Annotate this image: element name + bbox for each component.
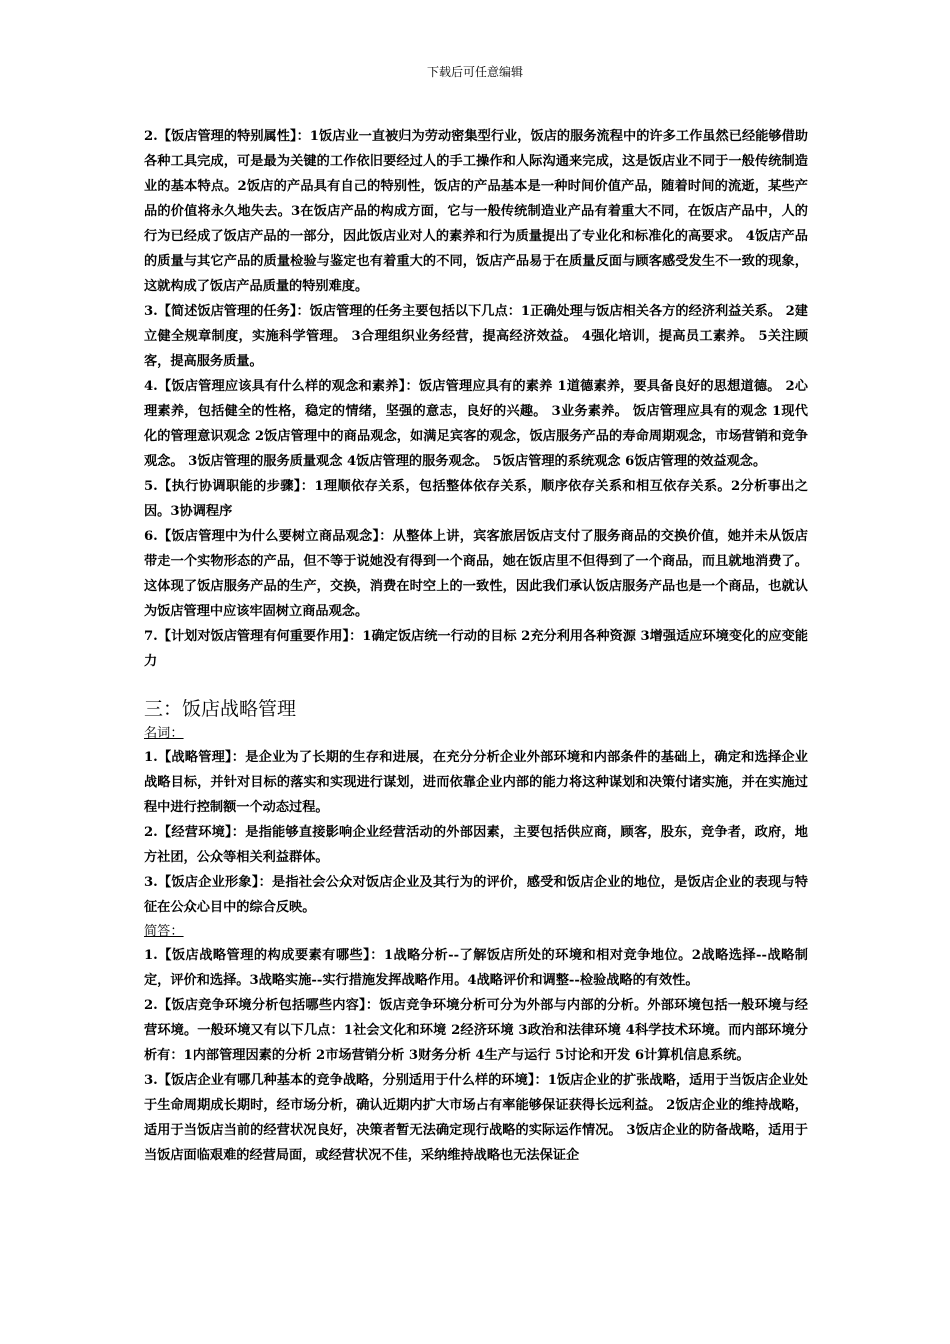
qa-competitive-strategies: 3.【饭店企业有哪几种基本的竞争战略，分别适用于什么样的环境】：1饭店企业的扩张战略，适用于当饭店企业处于生命周期成长期时，经市场分析，确认近期内扩大市场占有率能够保证获得长远利益。 2饭店企业的维持战略，适用于当饭店当前的经营状况良好，决策者暂无法确定现行战略的实际运作情况。 3饭店企业的防备战略，适用于当饭店面临艰难的经营局面，或经营状况不佳，采纳维持战略也无法保证企: [144, 1073, 808, 1163]
paragraph-management-tasks: 3.【简述饭店管理的任务】：饭店管理的任务主要包括以下几点：1正确处理与饭店相关各方的经济利益关系。 2建立健全规章制度，实施科学管理。 3合理组织业务经营，提高经济效益。 4强化培训，提高员工素养。 5关注顾客，提高服务质量。: [144, 304, 808, 369]
terms-label: 名词：: [144, 726, 184, 741]
qa-competitive-environment: 2.【饭店竞争环境分析包括哪些内容】：饭店竞争环境分析可分为外部与内部的分析。外部环境包括一般环境与经营环境。一般环境又有以下几点：1社会文化和环境 2经济环境 3政治和法律环境 4科学技术环境。而内部环境分析有：1内部管理因素的分析 2市场营销分析 3财务分析 4生产与运行 5讨论和开发 6计算机信息系统。: [144, 998, 808, 1063]
paragraph-special-attributes: 2.【饭店管理的特别属性】：1饭店业一直被归为劳动密集型行业，饭店的服务流程中的许多工作虽然已经能够借助各种工具完成，可是最为关键的工作依旧要经过人的手工操作和人际沟通来完成，这是饭店业不同于一般传统制造业的基本特点。2饭店的产品具有自己的特别性，饭店的产品基本是一种时间价值产品，随着时间的流逝，某些产品的价值将永久地失去。3在饭店产品的构成方面，它与一般传统制造业产品有着重大不同，在饭店产品中，人的行为已经成了饭店产品的一部分，因此饭店业对人的素养和行为质量提出了专业化和标准化的高要求。 4饭店产品的质量与其它产品的质量检验与鉴定也有着重大的不同，饭店产品易于在质量反面与顾客感受发生不一致的现象，这就构成了饭店产品质量的特别难度。: [144, 129, 808, 294]
paragraph-planning-role: 7.【计划对饭店管理有何重要作用】：1确定饭店统一行动的目标 2充分利用各种资源 3增强适应环境变化的应变能力: [144, 629, 808, 669]
page-header: 下载后可任意编辑: [426, 65, 523, 79]
section-title-strategy: 三：饭店战略管理: [144, 698, 297, 720]
term-hotel-image: 3.【饭店企业形象】：是指社会公众对饭店企业及其行为的评价，感受和饭店企业的地位，是饭店企业的表现与特征在公众心目中的综合反映。: [144, 875, 808, 915]
paragraph-commodity-concept: 6.【饭店管理中为什么要树立商品观念】：从整体上讲，宾客旅居饭店支付了服务商品的交换价值，她并未从饭店带走一个实物形态的产品，但不等于说她没有得到一个商品，她在饭店里不但得到了一个商品，而且就地消费了。这体现了饭店服务产品的生产，交换，消费在时空上的一致性，因此我们承认饭店服务产品也是一个商品，也就认为饭店管理中应该牢固树立商品观念。: [144, 529, 808, 619]
document-body: [144, 124, 808, 1168]
paragraph-coordination-steps: 5.【执行协调职能的步骤】：1理顺依存关系，包括整体依存关系，顺序依存关系和相互依存关系。2分析事出之因。3协调程序: [144, 479, 808, 519]
qa-label: 简答：: [144, 924, 184, 939]
term-business-environment: 2.【经营环境】：是指能够直接影响企业经营活动的外部因素，主要包括供应商，顾客，股东，竞争者，政府，地方社团，公众等相关利益群体。: [144, 825, 808, 865]
paragraph-concepts-qualities: 4.【饭店管理应该具有什么样的观念和素养】：饭店管理应具有的素养 1道德素养，要具备良好的思想道德。 2心理素养，包括健全的性格，稳定的情绪，坚强的意志，良好的兴趣。 3业务素养。 饭店管理应具有的观念 1现代化的管理意识观念 2饭店管理中的商品观念，如满足宾客的观念，饭店服务产品的寿命周期观念，市场营销和竞争观念。 3饭店管理的服务质量观念 4饭店管理的服务观念。 5饭店管理的系统观念 6饭店管理的效益观念。: [144, 379, 808, 469]
term-strategic-management: 1.【战略管理】：是企业为了长期的生存和进展，在充分分析企业外部环境和内部条件的基础上，确定和选择企业战略目标，并针对目标的落实和实现进行谋划，进而依靠企业内部的能力将这种谋划和决策付诸实施，并在实施过程中进行控制额一个动态过程。: [144, 750, 808, 815]
qa-strategy-elements: 1.【饭店战略管理的构成要素有哪些】：1战略分析--了解饭店所处的环境和相对竞争地位。2战略选择--战略制定，评价和选择。3战略实施--实行措施发挥战略作用。4战略评价和调整--检验战略的有效性。: [144, 948, 808, 988]
